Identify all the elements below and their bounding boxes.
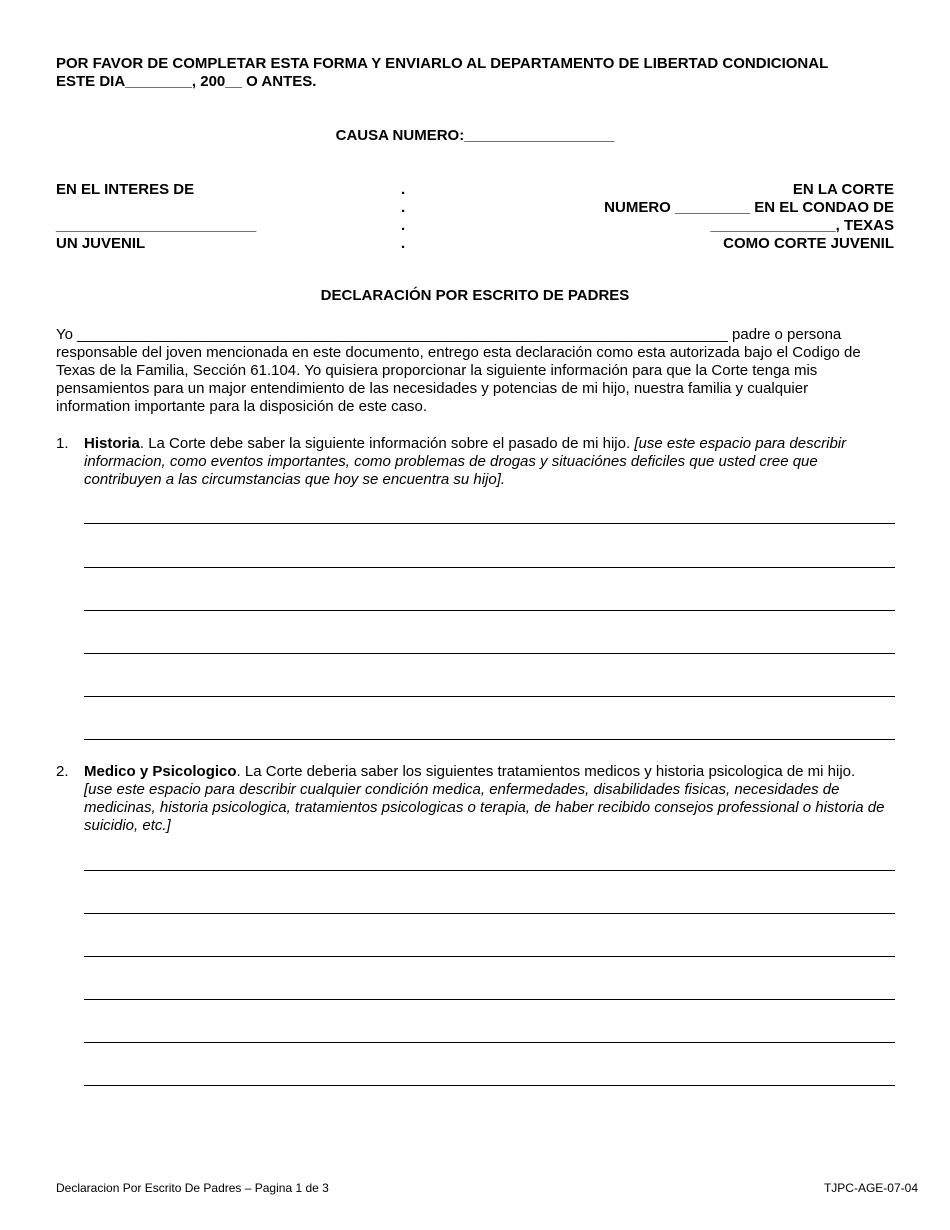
section-1-answer-line[interactable] [84, 696, 895, 697]
document-title: DECLARACIÓN POR ESCRITO DE PADRES [320, 287, 630, 304]
court-number-county-field[interactable]: NUMERO _________ EN EL CONDAO DE [604, 199, 894, 216]
caption-dot: . [401, 235, 406, 252]
section-2-number: 2. [56, 763, 69, 780]
section-2-text: . La Corte deberia saber los siguientes tratamientos medicos y historia psicologica de mi hijo. [236, 763, 856, 780]
caption-dot: . [401, 181, 406, 198]
caption-in-the-court: EN LA CORTE [792, 181, 894, 198]
instruction-line-2: ESTE DIA________, 200__ O ANTES. [56, 73, 317, 90]
caption-a-juvenile: UN JUVENIL [56, 235, 146, 252]
section-1-body [84, 435, 896, 489]
section-2-body [84, 763, 896, 835]
caption-left [56, 181, 256, 253]
section-1-heading: Historia [84, 435, 140, 452]
caption-divider [401, 181, 405, 253]
juvenile-name-field[interactable]: ________________________ [56, 217, 257, 234]
intro-line: information importante para la disposición de este caso. [56, 398, 428, 415]
section-1-text: . La Corte debe saber la siguiente información sobre el pasado de mi hijo. [139, 435, 635, 452]
footer-page-label: Declaracion Por Escrito De Padres – Pagina 1 de 3 [56, 1181, 329, 1195]
section-1-instructions: [use este espacio para describir informacion, como eventos importantes, como problemas de drogas y situaciónes deficiles que usted cree que contribuyen a las circumstancias que hoy se encuentra su hijo]. [84, 435, 847, 488]
cause-number-field[interactable]: CAUSA NUMERO:__________________ [335, 127, 615, 144]
caption-dot: . [401, 217, 406, 234]
section-2-heading: Medico y Psicologico [84, 763, 237, 780]
instruction-line-1: POR FAVOR DE COMPLETAR ESTA FORMA Y ENVIARLO AL DEPARTAMENTO DE LIBERTAD CONDICIONAL [56, 55, 829, 72]
section-1-answer-line[interactable] [84, 523, 895, 524]
section-2-answer-line[interactable] [84, 1042, 895, 1043]
section-2-answer-line[interactable] [84, 870, 895, 871]
section-2-instructions: [use este espacio para describir cualquier condición medica, enfermedades, disabilidades fisicas, necesidades de medicinas, historia psicologica, tratamientos psicologicas o terapia, de haber recibido consejos professional o historia de suicidio, etc.] [84, 781, 885, 834]
caption-right [604, 181, 894, 253]
section-2-answer-line[interactable] [84, 999, 895, 1000]
caption-spacer [56, 199, 256, 217]
intro-line: responsable del joven mencionada en este documento, entrego esta declaración como esta autorizada bajo el Codigo de [56, 344, 861, 361]
form-instruction [56, 55, 906, 91]
intro-paragraph [56, 326, 896, 416]
section-1-answer-line[interactable] [84, 567, 895, 568]
section-2-answer-line[interactable] [84, 956, 895, 957]
county-texas-field[interactable]: _______________, TEXAS [710, 217, 894, 234]
section-2-answer-line[interactable] [84, 1085, 895, 1086]
intro-line-parent-name[interactable]: Yo ______________________________________________________________________________ padre o persona [56, 326, 842, 343]
section-1-answer-line[interactable] [84, 610, 895, 611]
section-2-answer-line[interactable] [84, 913, 895, 914]
caption-dot: . [401, 199, 406, 216]
section-1-number: 1. [56, 435, 69, 452]
intro-line: pensamientos para un major entendimiento de las necesidades y potencias de mi hijo, nuestra familia y cualquier [56, 380, 809, 397]
footer-form-code: TJPC-AGE-07-04 [823, 1181, 918, 1195]
intro-line: Texas de la Familia, Sección 61.104. Yo quisiera proporcionar la siguiente información para que la Corte tenga mis [56, 362, 818, 379]
caption-juvenile-court: COMO CORTE JUVENIL [723, 235, 894, 252]
caption-in-interest-of: EN EL INTERES DE [56, 181, 195, 198]
section-1-answer-line[interactable] [84, 653, 895, 654]
section-1-answer-line[interactable] [84, 739, 895, 740]
